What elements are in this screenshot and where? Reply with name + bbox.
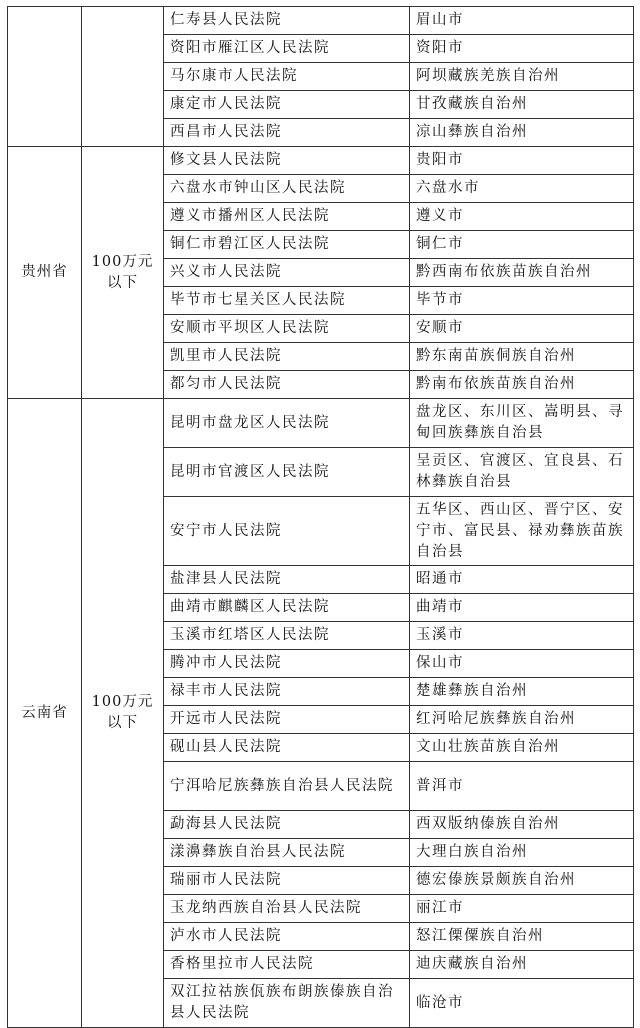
- area-cell: 眉山市: [410, 7, 634, 35]
- area-cell: 丽江市: [410, 895, 634, 923]
- area-cell: 楚雄彝族自治州: [410, 678, 634, 706]
- area-cell: 盘龙区、东川区、嵩明县、寻甸回族彝族自治县: [410, 399, 634, 448]
- court-cell: 腾冲市人民法院: [164, 650, 410, 678]
- court-cell: 勐海县人民法院: [164, 811, 410, 839]
- court-cell: 西昌市人民法院: [164, 119, 410, 147]
- area-cell: 五华区、西山区、晋宁区、安宁市、富民县、禄劝彝族苗族自治县: [410, 497, 634, 566]
- court-cell: 都匀市人民法院: [164, 371, 410, 399]
- table-row: [8, 399, 634, 448]
- court-cell: 玉龙纳西族自治县人民法院: [164, 895, 410, 923]
- court-cell: 康定市人民法院: [164, 91, 410, 119]
- area-cell: 铜仁市: [410, 231, 634, 259]
- area-cell: 安顺市: [410, 315, 634, 343]
- province-cell: 贵州省: [8, 147, 82, 399]
- court-cell: 安宁市人民法院: [164, 497, 410, 566]
- court-cell: 砚山县人民法院: [164, 734, 410, 762]
- area-cell: 呈贡区、官渡区、宜良县、石林彝族自治县: [410, 448, 634, 497]
- table-row: [8, 7, 634, 35]
- area-cell: 临沧市: [410, 979, 634, 1028]
- court-cell: 兴义市人民法院: [164, 259, 410, 287]
- court-cell: 遵义市播州区人民法院: [164, 203, 410, 231]
- court-cell: 双江拉祜族佤族布朗族傣族自治县人民法院: [164, 979, 410, 1028]
- amount-cell: 100万元以下: [82, 399, 164, 1028]
- court-cell: 禄丰市人民法院: [164, 678, 410, 706]
- area-cell: 迪庆藏族自治州: [410, 951, 634, 979]
- area-cell: 资阳市: [410, 35, 634, 63]
- court-cell: 昆明市官渡区人民法院: [164, 448, 410, 497]
- area-cell: 凉山彝族自治州: [410, 119, 634, 147]
- area-cell: 玉溪市: [410, 622, 634, 650]
- court-jurisdiction-table: [7, 6, 634, 1028]
- area-cell: 红河哈尼族彝族自治州: [410, 706, 634, 734]
- province-cell: [8, 7, 82, 147]
- province-cell: 云南省: [8, 399, 82, 1028]
- area-cell: 文山壮族苗族自治州: [410, 734, 634, 762]
- court-cell: 六盘水市钟山区人民法院: [164, 175, 410, 203]
- amount-cell: 100万元以下: [82, 147, 164, 399]
- area-cell: 黔东南苗族侗族自治州: [410, 343, 634, 371]
- area-cell: 普洱市: [410, 762, 634, 811]
- area-cell: 阿坝藏族羌族自治州: [410, 63, 634, 91]
- court-cell: 泸水市人民法院: [164, 923, 410, 951]
- court-cell: 马尔康市人民法院: [164, 63, 410, 91]
- court-cell: 仁寿县人民法院: [164, 7, 410, 35]
- area-cell: 西双版纳傣族自治州: [410, 811, 634, 839]
- table-row: [8, 147, 634, 175]
- area-cell: 黔南布依族苗族自治州: [410, 371, 634, 399]
- area-cell: 遵义市: [410, 203, 634, 231]
- court-cell: 漾濞彝族自治县人民法院: [164, 839, 410, 867]
- court-cell: 玉溪市红塔区人民法院: [164, 622, 410, 650]
- area-cell: 曲靖市: [410, 594, 634, 622]
- area-cell: 黔西南布依族苗族自治州: [410, 259, 634, 287]
- court-cell: 修文县人民法院: [164, 147, 410, 175]
- court-cell: 资阳市雁江区人民法院: [164, 35, 410, 63]
- area-cell: 保山市: [410, 650, 634, 678]
- area-cell: 甘孜藏族自治州: [410, 91, 634, 119]
- court-cell: 香格里拉市人民法院: [164, 951, 410, 979]
- court-cell: 安顺市平坝区人民法院: [164, 315, 410, 343]
- court-cell: 铜仁市碧江区人民法院: [164, 231, 410, 259]
- area-cell: 德宏傣族景颇族自治州: [410, 867, 634, 895]
- court-cell: 瑞丽市人民法院: [164, 867, 410, 895]
- court-cell: 开远市人民法院: [164, 706, 410, 734]
- area-cell: 六盘水市: [410, 175, 634, 203]
- area-cell: 怒江傈僳族自治州: [410, 923, 634, 951]
- court-cell: 凯里市人民法院: [164, 343, 410, 371]
- court-cell: 盐津县人民法院: [164, 566, 410, 594]
- amount-cell: [82, 7, 164, 147]
- area-cell: 昭通市: [410, 566, 634, 594]
- area-cell: 毕节市: [410, 287, 634, 315]
- court-cell: 宁洱哈尼族彝族自治县人民法院: [164, 762, 410, 811]
- court-cell: 曲靖市麒麟区人民法院: [164, 594, 410, 622]
- area-cell: 贵阳市: [410, 147, 634, 175]
- court-cell: 毕节市七星关区人民法院: [164, 287, 410, 315]
- area-cell: 大理白族自治州: [410, 839, 634, 867]
- court-cell: 昆明市盘龙区人民法院: [164, 399, 410, 448]
